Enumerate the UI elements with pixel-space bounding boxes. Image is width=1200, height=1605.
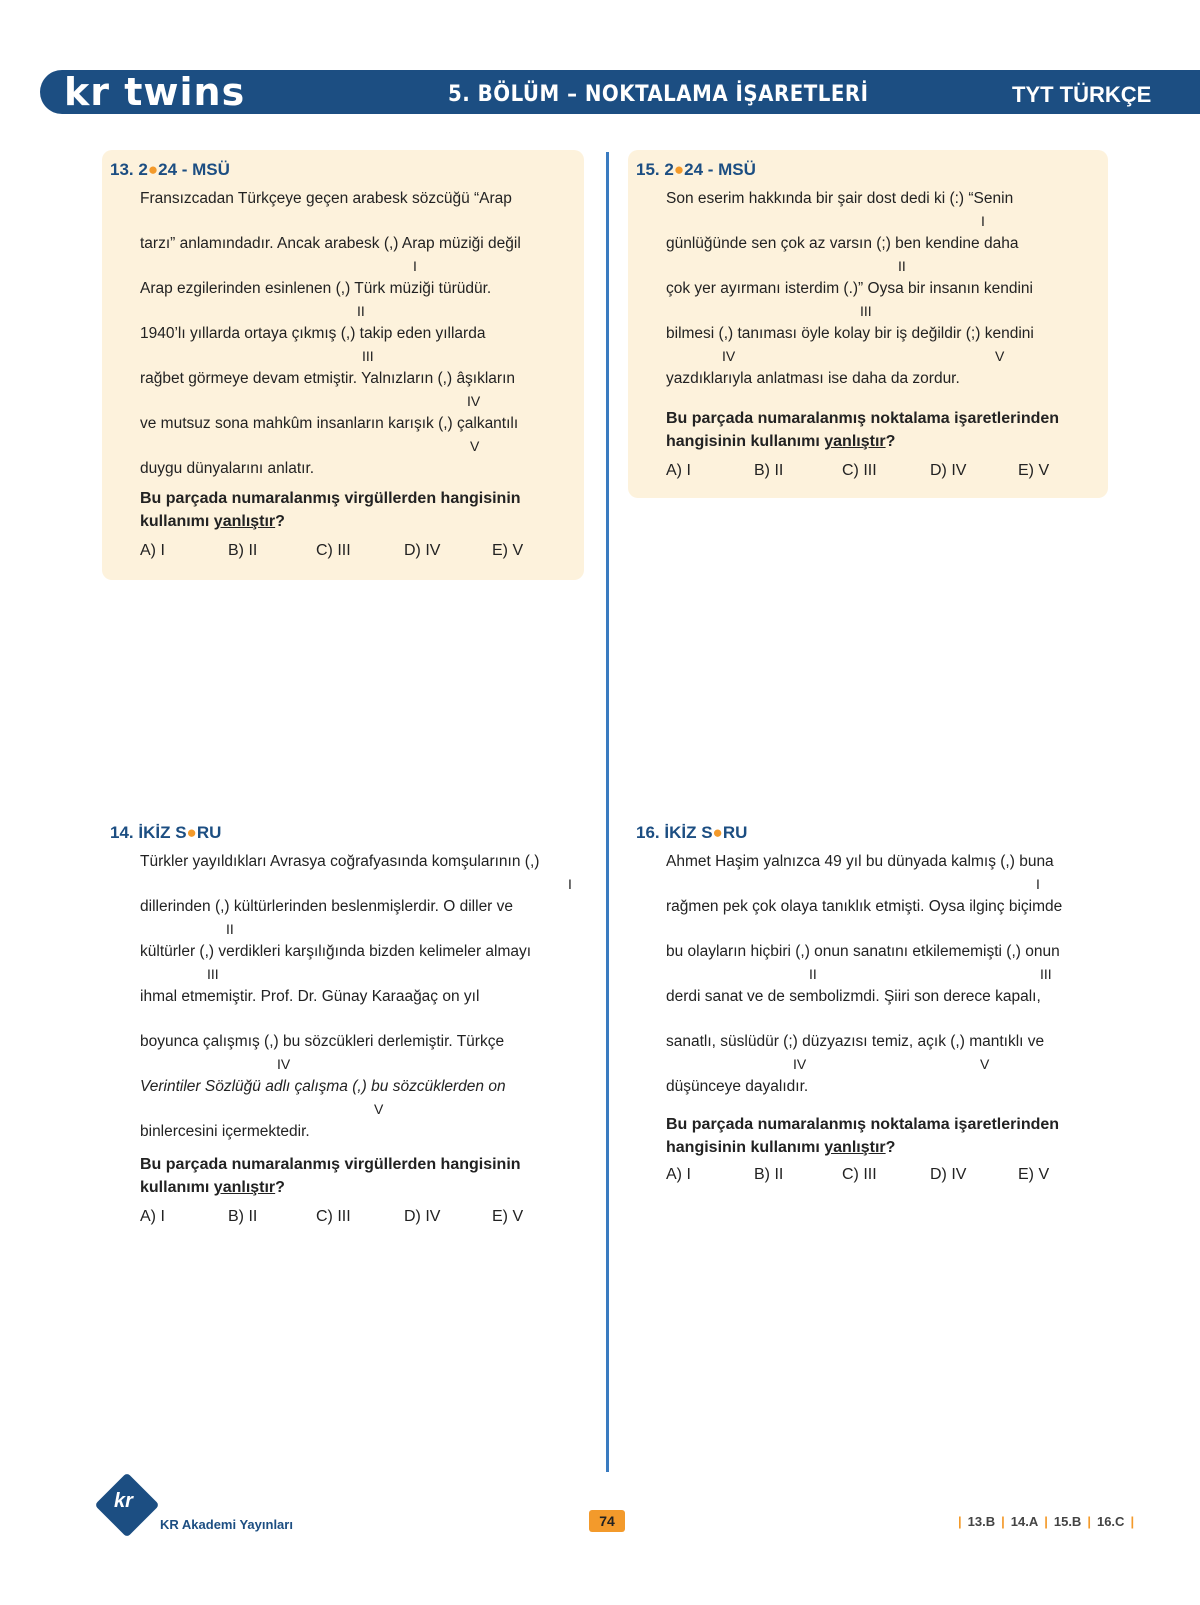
orange-dot-icon: ● (186, 823, 197, 842)
page-number: 74 (589, 1510, 625, 1532)
q15-mark-2: II (898, 258, 906, 274)
q14-line-2: dillerinden (,) kültürlerinden beslenmişlerdir. O diller ve (140, 898, 514, 915)
q15-line-3: çok yer ayırmanı isterdim (.)” Oysa bir insanın kendini (666, 280, 1033, 297)
q15-mark-5: V (995, 348, 1005, 364)
q13-mark-5: V (470, 438, 480, 454)
q16-option-a[interactable]: A) I (666, 1166, 691, 1183)
q15-line-1: Son eserim hakkında bir şair dost dedi ki (:) “Senin (666, 190, 1014, 207)
q14-mark-5: V (374, 1101, 384, 1117)
q14-mark-2: II (226, 921, 234, 937)
q16-option-b[interactable]: B) II (754, 1166, 784, 1183)
q16-option-c[interactable]: C) III (842, 1166, 877, 1183)
q16-prompt: Bu parçada numaralanmış noktalama işaretlerinden hangisinin kullanımı yanlıştır? (666, 1116, 1060, 1156)
q13-option-d[interactable]: D) IV (404, 542, 441, 559)
q16-mark-2: II (809, 966, 817, 982)
orange-dot-icon: ● (147, 160, 159, 179)
q14-line-6: Verintiler Sözlüğü adlı çalışma (,) bu sözcüklerden on (140, 1078, 506, 1095)
q14-prompt: Bu parçada numaralanmış virgüllerden hangisinin kullanımı yanlıştır? (140, 1156, 521, 1196)
q15-mark-3: III (860, 303, 872, 319)
q14-mark-1: I (568, 876, 572, 892)
q13-line-7: duygu dünyalarını anlatır. (140, 460, 315, 477)
q14-line-5: boyunca çalışmış (,) bu sözcükleri derlemiştir. Türkçe (140, 1033, 505, 1050)
q14-option-c[interactable]: C) III (316, 1208, 351, 1225)
q16-line-4: derdi sanat ve de sembolizmdi. Şiiri son derece kapalı, (666, 988, 1041, 1005)
q16-line-6: düşünceye dayalıdır. (666, 1078, 809, 1095)
q16-mark-5: V (980, 1056, 990, 1072)
question-13-number: 13. 2●24 - MSÜ (110, 160, 230, 179)
column-divider (606, 152, 609, 1472)
q16-line-1: Ahmet Haşim yalnızca 49 yıl bu dünyada kalmış (,) buna (666, 853, 1054, 870)
q13-line-4: 1940’lı yıllarda ortaya çıkmış (,) takip eden yıllarda (140, 325, 486, 342)
q16-line-5: sanatlı, süslüdür (;) düzyazısı temiz, açık (,) mantıklı ve (666, 1033, 1045, 1050)
q16-options (666, 1166, 1106, 1184)
q16-option-d[interactable]: D) IV (930, 1166, 967, 1183)
q14-option-d[interactable]: D) IV (404, 1208, 441, 1225)
q15-option-e[interactable]: E) V (1018, 462, 1050, 479)
q15-mark-4: IV (722, 348, 736, 364)
q16-mark-4: IV (793, 1056, 807, 1072)
q13-option-c[interactable]: C) III (316, 542, 351, 559)
q15-mark-1: I (981, 213, 985, 229)
q13-option-e[interactable]: E) V (492, 542, 524, 559)
orange-dot-icon: ● (712, 823, 723, 842)
question-15-number: 15. 2●24 - MSÜ (636, 160, 756, 179)
q14-line-1: Türkler yayıldıkları Avrasya coğrafyasında komşularının (,) (140, 853, 540, 870)
footer-logo-text: kr (114, 1490, 133, 1512)
q14-line-4: ihmal etmemiştir. Prof. Dr. Günay Karaağaç on yıl (140, 988, 480, 1005)
q14-option-b[interactable]: B) II (228, 1208, 258, 1225)
q14-line-7: binlercesini içermektedir. (140, 1123, 310, 1140)
q15-prompt: Bu parçada numaralanmış noktalama işaretlerinden hangisinin kullanımı yanlıştır? (666, 410, 1060, 450)
q14-option-e[interactable]: E) V (492, 1208, 524, 1225)
q16-mark-3: III (1040, 966, 1052, 982)
q13-option-b[interactable]: B) II (228, 542, 258, 559)
q13-mark-2: II (357, 303, 365, 319)
q16-line-2: rağmen pek çok olaya tanıklık etmişti. Oysa ilginç biçimde (666, 898, 1063, 915)
q13-line-3: Arap ezgilerinden esinlenen (,) Türk müziği türüdür. (140, 280, 492, 297)
q14-mark-4: IV (277, 1056, 291, 1072)
q13-mark-4: IV (467, 393, 481, 409)
q15-line-5: yazdıklarıyla anlatması ise daha da zordur. (666, 370, 960, 387)
question-14-number: 14. İKİZ S●RU (110, 823, 222, 842)
q13-line-2: tarzı” anlamındadır. Ancak arabesk (,) Arap müziği değil (140, 235, 521, 252)
q13-line-6: ve mutsuz sona mahkûm insanların karışık (,) çalkantılı (140, 415, 519, 432)
q14-line-3: kültürler (,) verdikleri karşılığında bizden kelimeler almayı (140, 943, 532, 960)
q14-option-a[interactable]: A) I (140, 1208, 165, 1225)
q13-mark-1: I (413, 258, 417, 274)
q16-line-3: bu olayların hiçbiri (,) onun sanatını etkilememişti (,) onun (666, 943, 1060, 960)
q16-mark-1: I (1036, 876, 1040, 892)
q13-line-1: Fransızcadan Türkçeye geçen arabesk sözcüğü “Arap (140, 190, 512, 207)
q13-option-a[interactable]: A) I (140, 542, 165, 559)
q15-line-4: bilmesi (,) tanıması öyle kolay bir iş değildir (;) kendini (666, 325, 1034, 342)
q15-line-2: günlüğünde sen çok az varsın (;) ben kendine daha (666, 235, 1019, 252)
answer-16: 16.C (1096, 1514, 1125, 1529)
q13-mark-3: III (362, 348, 374, 364)
q16-option-e[interactable]: E) V (1018, 1166, 1050, 1183)
q15-option-b[interactable]: B) II (754, 462, 784, 479)
q13-prompt: Bu parçada numaralanmış virgüllerden hangisinin kullanımı yanlıştır? (140, 490, 521, 530)
answer-14: 14.A (1010, 1514, 1039, 1529)
q14-mark-3: III (207, 966, 219, 982)
answer-15: 15.B (1053, 1514, 1082, 1529)
subject-title: TYT TÜRKÇE (1012, 82, 1152, 107)
q13-options (140, 542, 580, 560)
q14-options (140, 1208, 580, 1226)
chapter-title: 5. BÖLÜM – NOKTALAMA İŞARETLERİ (448, 82, 869, 107)
q15-option-c[interactable]: C) III (842, 462, 877, 479)
footer-brand: KR Akademi Yayınları (160, 1517, 293, 1532)
answer-key: | 13.B | 14.A | 15.B | 16.C | (958, 1514, 1135, 1529)
orange-dot-icon: ● (673, 160, 685, 179)
answer-13: 13.B (967, 1514, 996, 1529)
question-16-number: 16. İKİZ S●RU (636, 823, 748, 842)
q15-options (666, 462, 1106, 480)
q13-line-5: rağbet görmeye devam etmiştir. Yalnızların (,) âşıkların (140, 370, 516, 387)
q15-option-d[interactable]: D) IV (930, 462, 967, 479)
q15-option-a[interactable]: A) I (666, 462, 691, 479)
brand-logo: kr twins (64, 70, 246, 114)
